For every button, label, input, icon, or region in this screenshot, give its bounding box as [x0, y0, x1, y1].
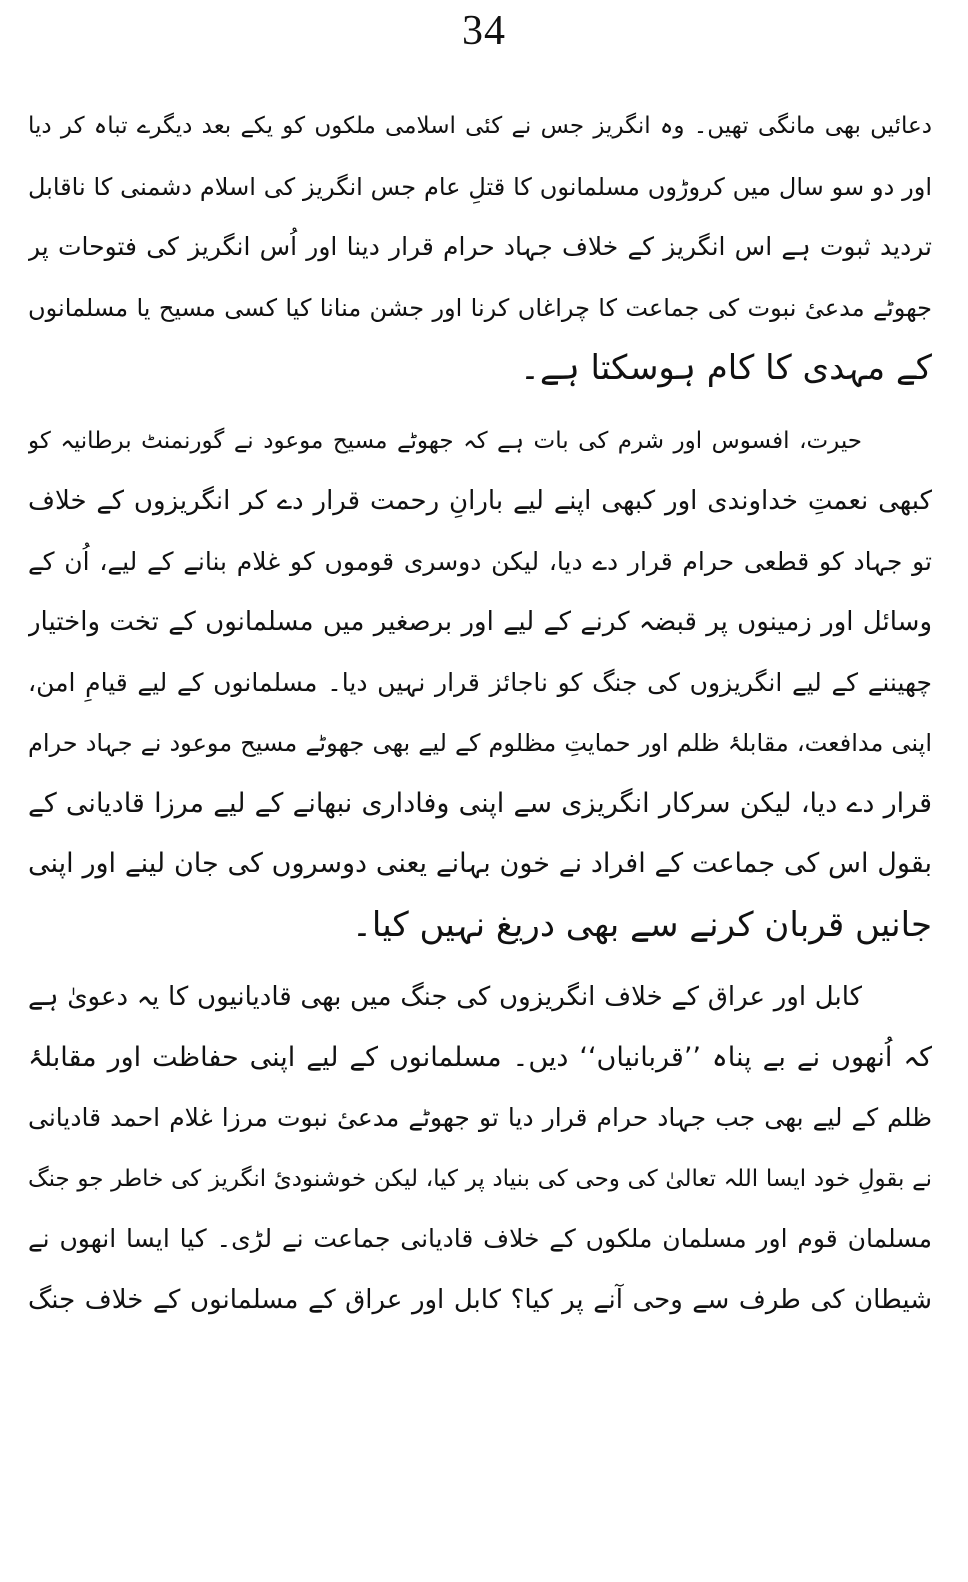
text-line: کے مہدی کا کام ہوسکتا ہے۔	[519, 348, 932, 388]
text-line: تو جہاد کو قطعی حرام قرار دے دیا، لیکن دوسری قوموں کو غلام بنانے کے لیے، اُن کے	[28, 546, 932, 576]
paragraph-3	[28, 967, 932, 1330]
text-line: جانیں قربان کرنے سے بھی دریغ نہیں کیا۔	[351, 904, 932, 945]
text-line: قرار دے دیا، لیکن سرکار انگریزی سے اپنی وفاداری نبھانے کے لیے مرزا قادیانی کے	[28, 787, 932, 819]
text-line: ظلم کے لیے بھی جب جہاد حرام قرار دیا تو جھوٹے مدعیٔ نبوت مرزا غلام احمد قادیانی	[28, 1103, 932, 1132]
text-line: بقول اس کی جماعت کے افراد نے خون بہانے یعنی دوسروں کی جان لینے اور اپنی	[28, 848, 932, 879]
text-line: شیطان کی طرف سے وحی آنے پر کیا؟ کابل اور عراق کے مسلمانوں کے خلاف جنگ	[28, 1284, 932, 1315]
text-line: کابل اور عراق کے خلاف انگریزوں کی جنگ میں بھی قادیانیوں کا یہ دعویٰ ہے	[28, 982, 862, 1012]
body-text	[28, 96, 932, 1330]
text-line: وسائل اور زمینوں پر قبضہ کرنے کے لیے اور برصغیر میں مسلمانوں کے تخت واختیار	[28, 607, 932, 637]
page-number: 34	[462, 8, 506, 54]
text-line: تردید ثبوت ہے اس انگریز کے خلاف جہاد حرام قرار دینا اور اُس انگریز کی فتوحات پر	[28, 232, 932, 261]
text-line: کہ اُنھوں نے بے پناہ ’’قربانیاں‘‘ دیں۔ مسلمانوں کے لیے اپنی حفاظت اور مقابلۂ	[28, 1041, 932, 1073]
text-line: اپنی مدافعت، مقابلۂ ظلم اور حمایتِ مظلوم کے لیے بھی جھوٹے مسیح موعود نے جہاد حرام	[28, 729, 932, 757]
paragraph-2	[28, 411, 932, 956]
text-line: چھیننے کے لیے انگریزوں کی جنگ کو ناجائز قرار نہیں دیا۔ مسلمانوں کے لیے قیامِ امن،	[28, 667, 932, 697]
paragraph-spacer	[28, 399, 932, 411]
text-line: نے بقولِ خود ایسا اللہ تعالیٰ کی وحی کی بنیاد پر کیا، لیکن خوشنودیٔ انگریز کی خاطر جو جنگ	[28, 1165, 932, 1192]
text-line: مسلمان قوم اور مسلمان ملکوں کے خلاف قادیانی جماعت نے لڑی۔ کیا ایسا انھوں نے	[28, 1224, 932, 1253]
text-line: جھوٹے مدعیٔ نبوت کی جماعت کا چراغاں کرنا اور جشن منانا کیا کسی مسیح یا مسلمانوں	[28, 293, 932, 322]
text-line: حیرت، افسوس اور شرم کی بات ہے کہ جھوٹے مسیح موعود نے گورنمنٹ برطانیہ کو	[28, 427, 862, 454]
text-line: اور دو سو سال میں کروڑوں مسلمانوں کا قتلِ عام جس انگریز کی اسلام دشمنی کا ناقابل	[28, 172, 932, 201]
paragraph-spacer	[28, 955, 932, 967]
text-line: دعائیں بھی مانگی تھیں۔ وہ انگریز جس نے کئی اسلامی ملکوں کو یکے بعد دیگرے تباہ کر دیا	[28, 113, 932, 139]
text-line: کبھی نعمتِ خداوندی اور کبھی اپنے لیے بارانِ رحمت قرار دے کر انگریزوں کے خلاف	[28, 486, 932, 516]
paragraph-1	[28, 96, 932, 399]
